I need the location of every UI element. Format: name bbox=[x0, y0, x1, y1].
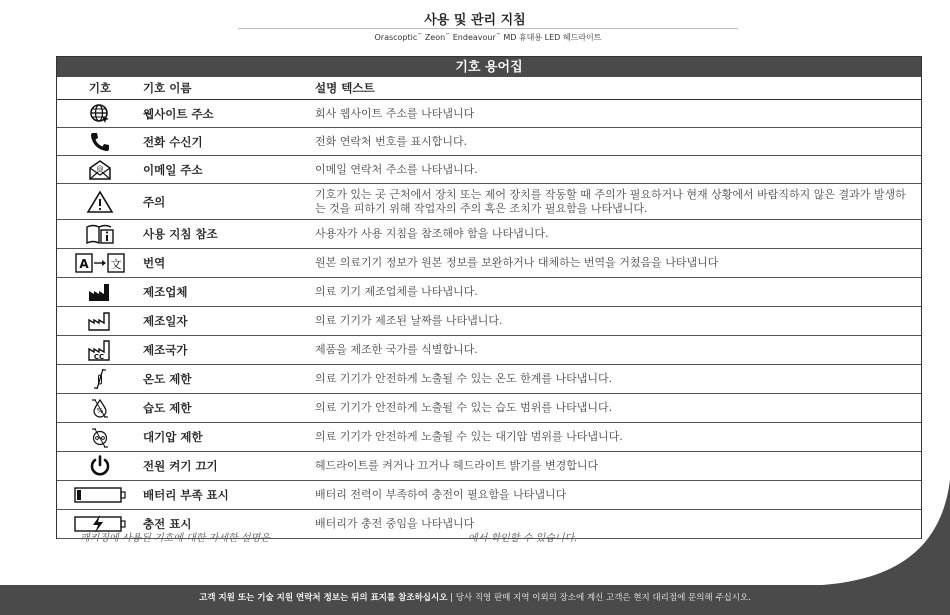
symbol-description: 사용자가 사용 지침을 참조해야 함을 나타냅니다. bbox=[315, 227, 549, 240]
symbol-description: 의료 기기가 안전하게 노출될 수 있는 대기압 범위를 나타냅니다. bbox=[315, 430, 623, 443]
document-subtitle: Orascoptic™ Zeon™ Endeavour™ MD 휴대용 LED 헤드라이트 bbox=[374, 32, 602, 42]
table-title: 기호 용어집 bbox=[57, 57, 921, 77]
svg-text:文: 文 bbox=[110, 258, 122, 271]
svg-text:A: A bbox=[79, 257, 89, 271]
symbol-description: 제품을 제조한 국가를 식별합니다. bbox=[315, 343, 478, 356]
document-title: 사용 및 관리 지침 bbox=[424, 13, 526, 28]
symbol-name: 습도 제한 bbox=[143, 401, 192, 415]
symbol-description: 배터리가 충전 중임을 나타냅니다 bbox=[315, 517, 475, 530]
symbol-description: 의료 기기가 안전하게 노출될 수 있는 습도 범위를 나타냅니다. bbox=[315, 401, 613, 414]
column-header-name: 기호 이름 bbox=[143, 81, 192, 95]
symbol-name: 제조일자 bbox=[143, 314, 188, 328]
svg-text:CC: CC bbox=[93, 353, 105, 361]
packaging-note-end: 에서 확인할 수 있습니다. bbox=[468, 533, 578, 544]
packaging-note-start: 패키징에 사용된 기호에 대한 자세한 설명은 bbox=[80, 533, 270, 544]
symbol-name: 주의 bbox=[143, 194, 166, 209]
symbol-name: 이메일 주소 bbox=[143, 162, 203, 177]
symbol-name: 배터리 부족 표시 bbox=[143, 488, 229, 502]
column-header-symbol: 기호 bbox=[88, 81, 112, 95]
footer-support-text: 고객 지원 또는 기술 지원 연락처 정보는 뒤의 표지를 참조하십시오 | 당사 직영 판매 지역 이외의 장소에 계신 고객은 현지 대리점에 문의해 주십시오. bbox=[199, 593, 751, 603]
svg-text:%: % bbox=[96, 407, 104, 415]
brand-endeavour: Endeavour bbox=[452, 33, 496, 42]
symbol-name: 사용 지침 참조 bbox=[143, 227, 218, 241]
product-name: MD 휴대용 LED 헤드라이트 bbox=[503, 33, 602, 42]
symbol-name: 전원 켜기 끄기 bbox=[143, 459, 218, 473]
symbol-name: 제조국가 bbox=[143, 343, 188, 357]
symbol-description: 배터리 전력이 부족하여 충전이 필요함을 나타냅니다 bbox=[315, 488, 567, 501]
symbol-description: 이메일 연락처 주소를 나타냅니다. bbox=[315, 162, 478, 176]
svg-text:@: @ bbox=[96, 164, 104, 173]
brand-zeon: Zeon bbox=[424, 33, 446, 42]
brand-orascoptic: Orascoptic bbox=[374, 33, 418, 42]
symbol-name: 대기압 제한 bbox=[143, 430, 203, 444]
symbol-description: 의료 기기 제조업체를 나타냅니다. bbox=[315, 285, 478, 298]
symbol-name: 웹사이트 주소 bbox=[143, 106, 214, 121]
symbol-name: 번역 bbox=[143, 256, 166, 270]
symbol-name: 제조업체 bbox=[143, 285, 188, 299]
symbol-description: 회사 웹사이트 주소를 나타냅니다 bbox=[315, 106, 475, 120]
symbol-description: 의료 기기가 안전하게 노출될 수 있는 온도 한계를 나타냅니다. bbox=[315, 372, 613, 385]
symbol-description: 의료 기기가 제조된 날짜를 나타냅니다. bbox=[315, 314, 503, 327]
symbol-name: 전화 수신기 bbox=[143, 134, 203, 149]
symbol-description: 헤드라이트를 켜거나 끄거나 헤드라이트 밝기를 변경합니다 bbox=[315, 459, 599, 472]
symbol-description: 원본 의료기기 정보가 원본 정보를 보완하거나 대체하는 번역을 거쳤음을 나타냅니다 bbox=[315, 256, 719, 269]
symbol-description: 전화 연락처 번호를 표시합니다. bbox=[315, 134, 468, 148]
symbol-name: 충전 표시 bbox=[143, 517, 192, 531]
symbol-name: 온도 제한 bbox=[143, 372, 192, 386]
column-header-description: 설명 텍스트 bbox=[315, 81, 375, 95]
symbol-description: 기호가 있는 곳 근처에서 장치 또는 제어 장치를 작동할 때 주의가 필요하거나 현재 상황에서 바람직하지 않은 결과가 발생하는 것을 피하기 위해 작업자의 주의 혹은 조치가 필요함을 나타냅니다. bbox=[315, 187, 906, 215]
